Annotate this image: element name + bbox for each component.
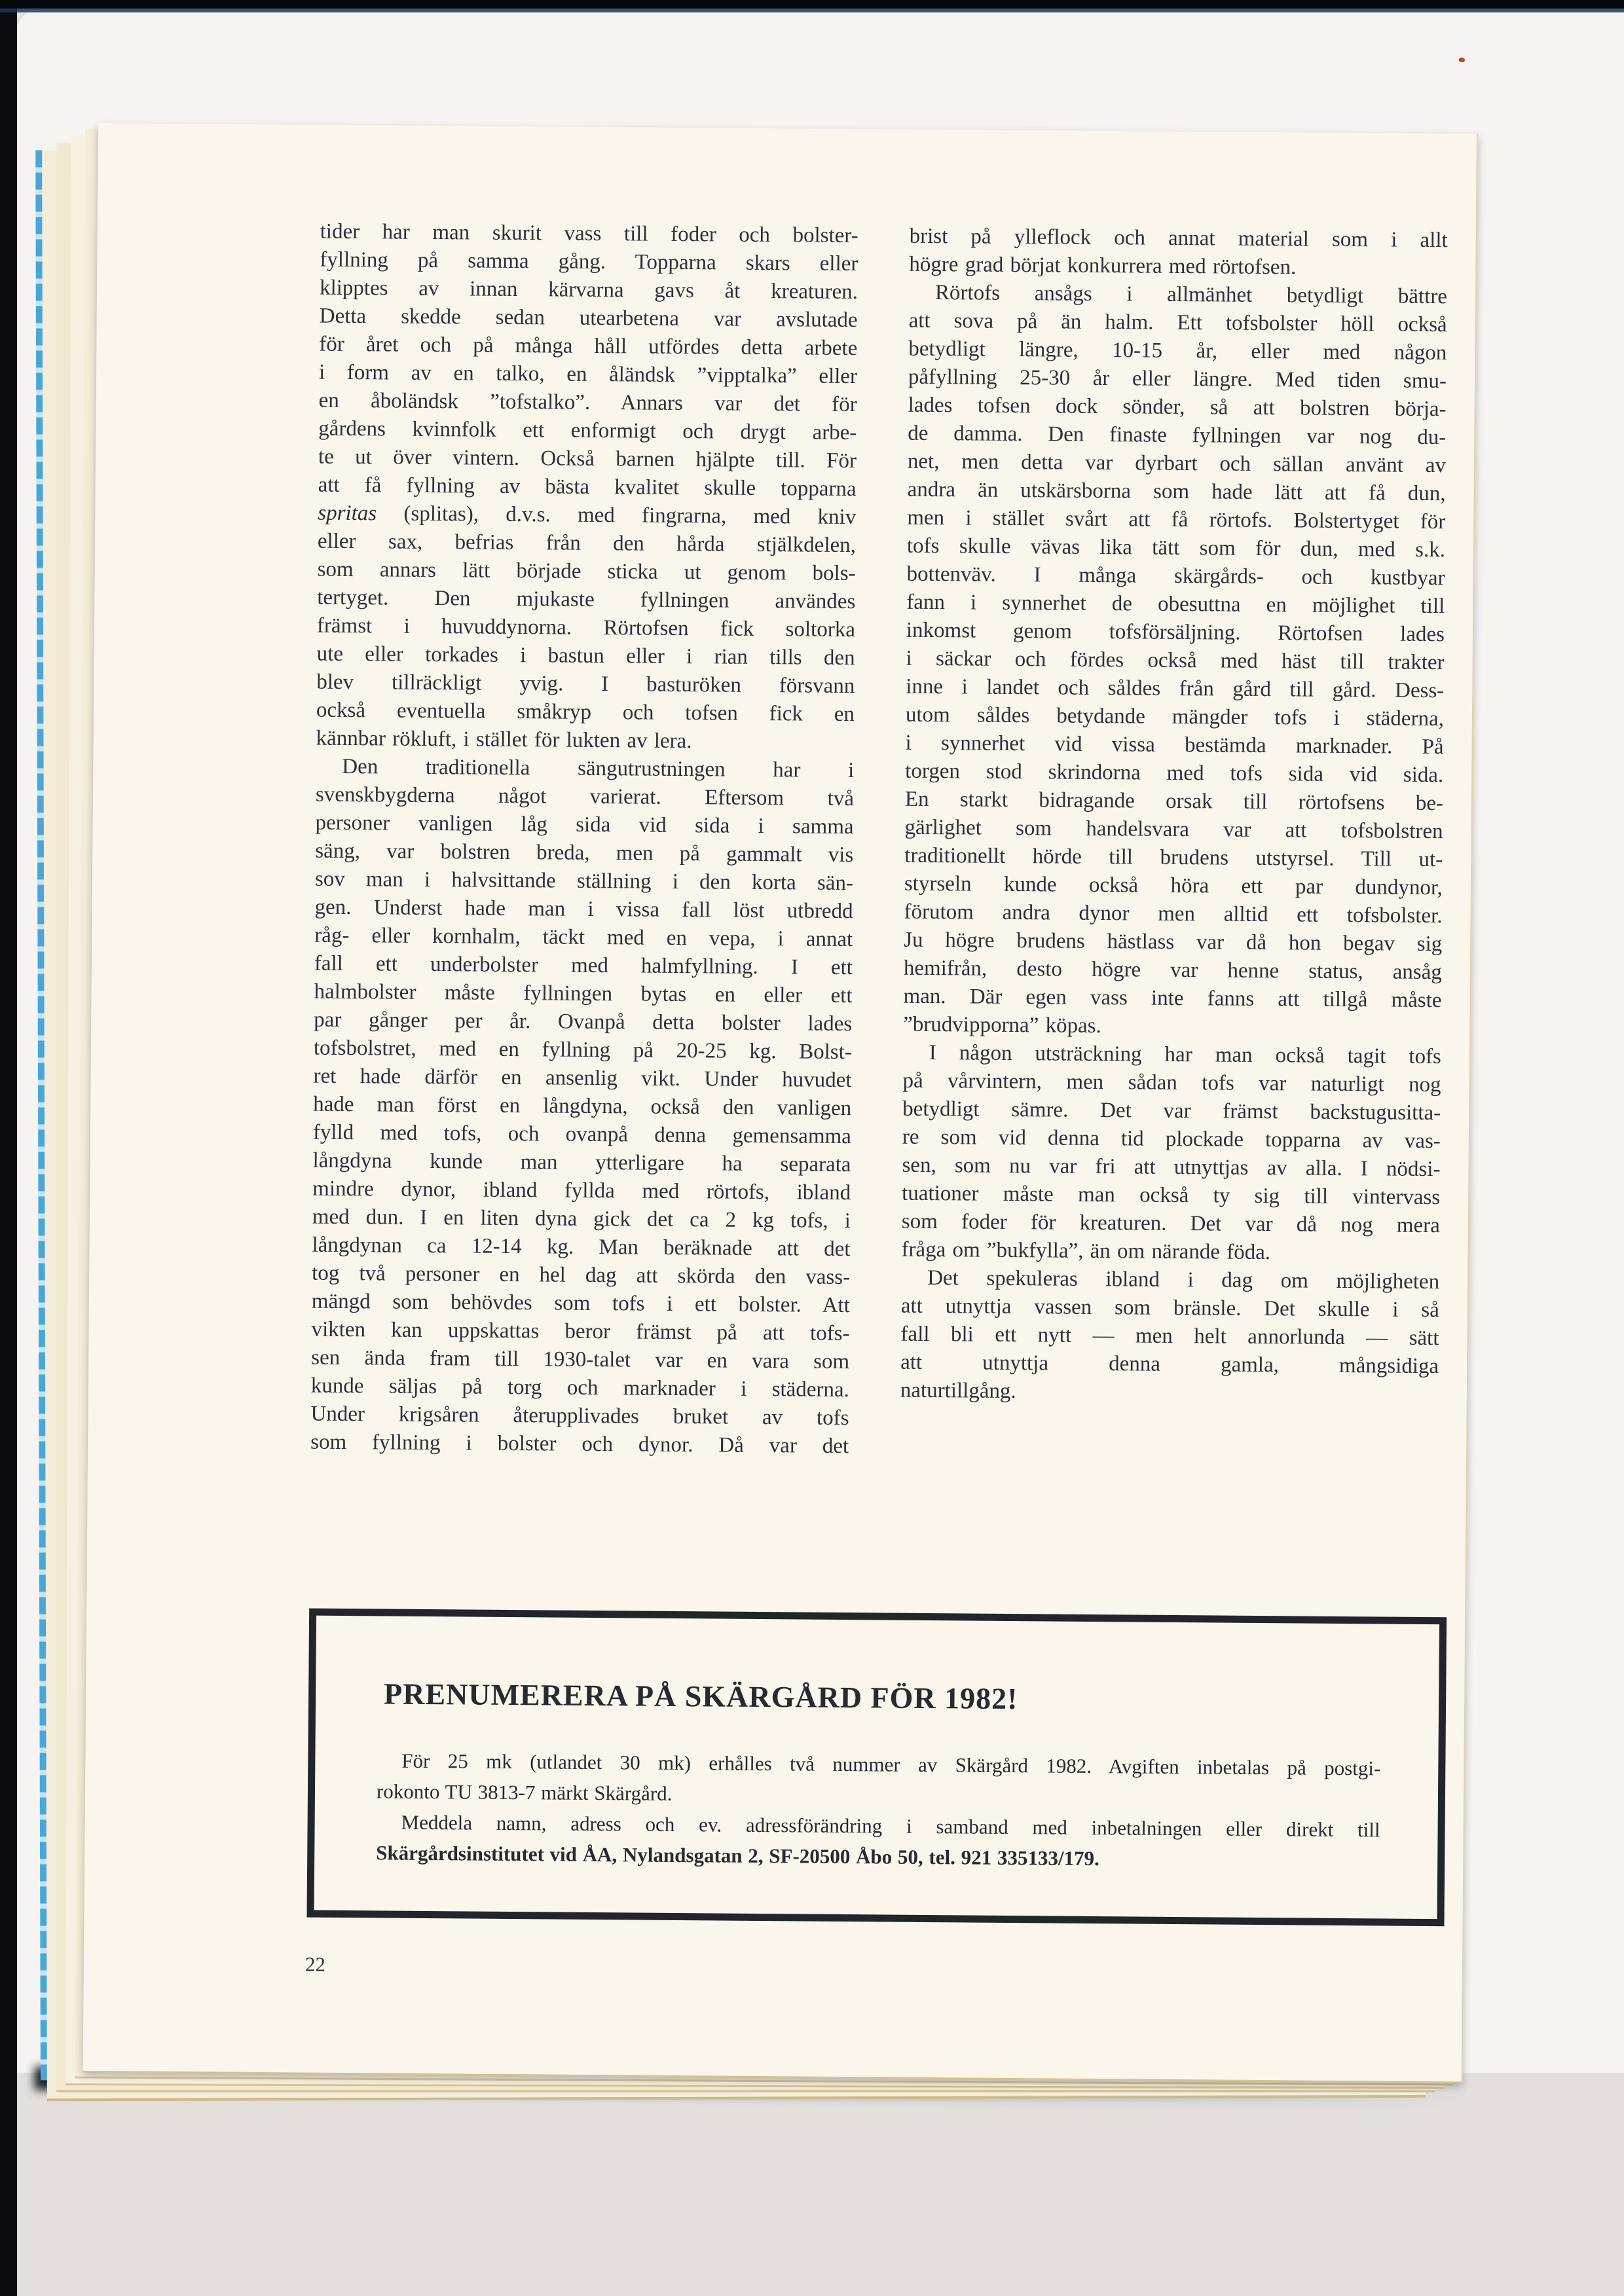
text-line: tofs skulle vävas lika tätt som för dun, med s.k. bbox=[906, 534, 1446, 562]
text-line: med dun. I en liten dyna gick det ca 2 kg tofs, i bbox=[312, 1205, 851, 1233]
text-line: som fyllning i bolster och dynor. Då var det bbox=[310, 1430, 849, 1459]
text-line: Ju högre brudens hästlass var då hon begav sig bbox=[904, 928, 1443, 957]
text-line: långdynan ca 12-14 kg. Man beräknade att det bbox=[312, 1233, 851, 1262]
text-line: långdyna kunde man ytterligare ha separata bbox=[312, 1148, 851, 1177]
text-line: spritas (splitas), d.v.s. med fingrarna, med kniv bbox=[318, 501, 857, 530]
text-line: fråga om ”bukfylla”, än om närande föda. bbox=[901, 1237, 1271, 1265]
text-line: traditionellt hörde till brudens utstyrsel. Till ut- bbox=[904, 843, 1443, 872]
paragraph bbox=[900, 1264, 1440, 1409]
text-line: brist på ylleflock och annat material som i allt bbox=[909, 224, 1448, 253]
text-line: betydligt längre, 10-15 år, eller med någon bbox=[908, 337, 1447, 365]
text-line: i säckar och fördes också med häst till trakter bbox=[906, 646, 1445, 675]
text-line: gen. Underst hade man i vissa fall löst utbredd bbox=[314, 895, 853, 924]
text-line: kunde säljas på torg och marknader i städerna. bbox=[310, 1374, 849, 1402]
subscription-ad-box bbox=[306, 1609, 1447, 1927]
text-line: tog två personer en hel dag att skörda den vass- bbox=[312, 1261, 851, 1290]
text-line: säng, var bolstren breda, men på gammalt vis bbox=[315, 839, 854, 867]
text-line: en åboländsk ”tofstalko”. Annars var det för bbox=[318, 388, 857, 417]
text-line: tofsbolstret, med en fyllning på 20-25 kg. Bolst- bbox=[313, 1036, 853, 1065]
text-line: att sova på än halm. Ett tofsbolster höll också bbox=[908, 308, 1447, 337]
text-line: re som vid denna tid plockade topparna av vas- bbox=[902, 1125, 1441, 1154]
text-line: på vårvintern, men sådan tofs var naturligt nog bbox=[902, 1068, 1441, 1097]
text-line: högre grad börjat konkurrera med rörtofsen. bbox=[909, 252, 1297, 280]
scanner-edge-top-blue-line bbox=[0, 9, 1624, 12]
magazine-page bbox=[83, 123, 1478, 2083]
text-line: att utnyttja denna gamla, mångsidiga bbox=[900, 1350, 1439, 1379]
text-line: främst i huvuddynorna. Rörtofsen fick soltorka bbox=[316, 613, 856, 642]
text-line: mängd som behövdes som tofs i ett bolster. Att bbox=[311, 1289, 850, 1318]
text-line: som foder för kreaturen. Det var då nog mera bbox=[901, 1209, 1440, 1238]
page-number: 22 bbox=[304, 1952, 326, 1976]
ad-text-line: För 25 mk (utlandet 30 mk) erhålles två nummer av Skärgård 1982. Avgiften inbetalas på postgi- bbox=[401, 1749, 1381, 1780]
text-line: råg- eller kornhalm, täckt med en vepa, i annat bbox=[314, 923, 853, 952]
ad-text-line: rokonto TU 3813-7 märkt Skärgård. bbox=[376, 1779, 673, 1805]
text-line: sen ända fram till 1930-talet var en vara som bbox=[311, 1345, 850, 1374]
text-line: att få fyllning av bästa kvalitet skulle topparna bbox=[318, 473, 857, 501]
text-line: klipptes av innan kärvarna gavs åt kreaturen. bbox=[319, 276, 858, 304]
scanner-edge-top bbox=[0, 0, 1624, 9]
text-line: tertyget. Den mjukaste fyllningen användes bbox=[317, 585, 856, 614]
text-line: halmbolster måste fyllningen bytas en eller ett bbox=[314, 979, 853, 1008]
text-line: hade man först en långdyna, också den vanligen bbox=[313, 1092, 852, 1121]
text-line: bottenväv. I många skärgårds- och kustbyar bbox=[906, 562, 1445, 591]
paragraph bbox=[316, 218, 858, 757]
text-line: En starkt bidragande orsak till rörtofsens be- bbox=[904, 787, 1444, 816]
text-line: fall ett underbolster med halmfyllning. I ett bbox=[314, 951, 853, 980]
text-line: gårdens kvinnfolk ett enformigt och drygt arbe- bbox=[318, 416, 857, 445]
text-line: I någon utsträckning har man också tagit tofs bbox=[929, 1041, 1442, 1069]
text-line: par gånger per år. Ovanpå detta bolster lades bbox=[314, 1008, 853, 1036]
text-line: men i stället svårt att få rörtofs. Bolstertyget för bbox=[907, 505, 1446, 534]
text-line: mindre dynor, ibland fyllda med rörtofs, ibland bbox=[312, 1176, 851, 1205]
paragraph bbox=[909, 223, 1448, 283]
text-line: tuationer måste man också ty sig till vintervass bbox=[902, 1181, 1441, 1210]
ad-text-line: Meddela namn, adress och ev. adressförändring i samband med inbetalningen eller direkt till bbox=[401, 1810, 1380, 1842]
text-line: hemifrån, desto högre var henne status, ansåg bbox=[903, 956, 1443, 985]
text-line: Rörtofs ansågs i allmänhet betydligt bättre bbox=[934, 281, 1448, 309]
text-line: förutom andra dynor men alltid ett tofsbolster. bbox=[904, 900, 1443, 928]
text-line: fall bli ett nytt — men helt annorlunda — sätt bbox=[900, 1322, 1439, 1351]
text-line: Detta skedde sedan utearbetena var avslutade bbox=[319, 304, 858, 333]
text-line: net, men detta var dyrbart och sällan använt av bbox=[907, 449, 1447, 478]
text-line: fyllning på samma gång. Topparna skars eller bbox=[320, 247, 858, 276]
ad-text-line: Skärgårdsinstitutet vid ÅA, Nylandsgatan 2, SF-20500 Åbo 50, tel. 921 335133/179. bbox=[376, 1841, 1099, 1870]
text-line: ”brudvipporna” köpas. bbox=[903, 1012, 1101, 1038]
text-line: i form av en talko, en åländsk ”vipptalka” eller bbox=[318, 360, 858, 389]
text-line: eller sax, befrias från den hårda stjälkdelen, bbox=[317, 529, 857, 558]
text-line: de damma. Den finaste fyllningen var nog du- bbox=[908, 421, 1447, 450]
text-line: Under krigsåren återupplivades bruket av tofs bbox=[310, 1402, 849, 1430]
paragraph bbox=[310, 753, 854, 1461]
text-line: fylld med tofs, och ovanpå denna gemensamma bbox=[312, 1120, 852, 1149]
text-line: ret hade därför en ansenlig vikt. Under huvudet bbox=[313, 1064, 852, 1093]
text-line: naturtillgång. bbox=[900, 1378, 1016, 1404]
text-line: kännbar rökluft, i stället för lukten av lera. bbox=[316, 726, 692, 754]
text-line: andra än utskärsborna som hade lätt att få dun, bbox=[907, 477, 1446, 506]
text-line: blev tillräckligt yvig. I basturöken försvann bbox=[316, 670, 855, 699]
text-line: styrseln kunde också höra ett par dundynor, bbox=[904, 871, 1443, 900]
text-line: i synnerhet vid vissa bestämda marknader. På bbox=[905, 731, 1444, 759]
text-line: man. Där egen vass inte fanns att tillgå måste bbox=[903, 984, 1442, 1013]
right-column bbox=[900, 223, 1448, 1409]
text-line: vikten kan uppskattas beror främst på att tofs- bbox=[311, 1317, 850, 1346]
text-line: att utnyttja vassen som bränsle. Det skulle i så bbox=[900, 1294, 1439, 1322]
magazine-page-stack bbox=[83, 123, 1477, 2081]
text-line: gärlighet som handelsvara var att tofsbolstren bbox=[904, 815, 1443, 844]
text-line: också eventuella småkryp och tofsen fick en bbox=[316, 698, 855, 727]
paragraph bbox=[903, 279, 1447, 1043]
subscription-ad-body bbox=[376, 1745, 1380, 1876]
left-column bbox=[310, 218, 858, 1461]
text-line: personer vanligen låg sida vid sida i samma bbox=[315, 811, 854, 839]
scanner-edge-left bbox=[0, 0, 17, 2296]
text-line: fann i synnerhet de obesuttna en möjlighet till bbox=[906, 590, 1445, 619]
paragraph bbox=[901, 1039, 1441, 1268]
text-line: Den traditionella sängutrustningen har i bbox=[342, 754, 855, 783]
text-line: tider har man skurit vass till foder och bolster- bbox=[320, 219, 858, 248]
text-line: te ut över vintern. Också barnen hjälpte till. För bbox=[318, 445, 857, 473]
text-line: ute eller torkades i bastun eller i rian tills den bbox=[316, 642, 855, 670]
text-line: svenskbygderna något varierat. Eftersom två bbox=[315, 782, 855, 811]
text-line: Det spekuleras ibland i dag om möjligheten bbox=[927, 1266, 1440, 1294]
text-line: påfyllning 25-30 år eller längre. Med tiden smu- bbox=[908, 365, 1447, 393]
text-line: lades tofsen dock sönder, så att bolstren börja- bbox=[908, 393, 1447, 422]
text-line: torgen stod skrindorna med tofs sida vid sida. bbox=[905, 759, 1444, 788]
dust-speck bbox=[1459, 58, 1465, 62]
text-line: utom såldes betydande mängder tofs i städerna, bbox=[905, 702, 1445, 731]
text-line: för året och på många håll utfördes detta arbete bbox=[319, 332, 858, 361]
text-line: sov man i halvsittande ställning i den korta sän- bbox=[314, 867, 854, 896]
text-line: inkomst genom tofsförsäljning. Rörtofsen lades bbox=[906, 618, 1445, 647]
subscription-ad-title: PRENUMERERA PÅ SKÄRGÅRD FÖR 1982! bbox=[383, 1677, 1018, 1716]
text-line: inne i landet och såldes från gård till gård. Dess- bbox=[906, 674, 1445, 703]
text-line: som annars lätt började sticka ut genom bols- bbox=[317, 557, 856, 586]
text-line: betydligt sämre. Det var främst backstugusitta- bbox=[902, 1097, 1441, 1125]
text-line: sen, som nu var fri att utnyttjas av alla. I nödsi- bbox=[902, 1153, 1441, 1182]
